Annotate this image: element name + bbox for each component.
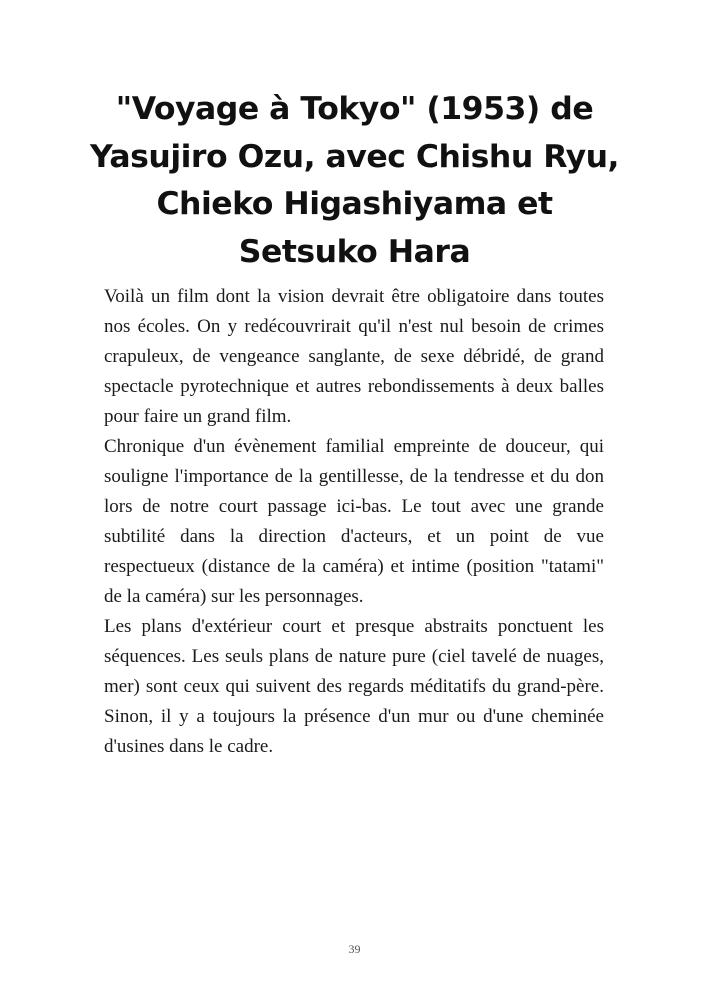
title-line: Setsuko Hara: [238, 233, 471, 270]
page-number: 39: [348, 942, 361, 956]
title-line: Yasujiro Ozu, avec Chishu Ryu,: [89, 138, 620, 175]
paragraph: Chronique d'un évènement familial empreinte de douceur, qui souligne l'importance de la gentillesse, de la tendresse et du don lors de notre court passage ici-bas. Le tout avec une grande subtilité dans la direction d'acteurs, et un point de vue respectueux (distance de la caméra) et intime (position "tatami" de la caméra) sur les personnages.: [104, 436, 604, 607]
title-line: Chieko Higashiyama et: [156, 186, 553, 222]
chapter-title: [60, 86, 649, 276]
body-text: [104, 282, 604, 762]
paragraph: Voilà un film dont la vision devrait être obligatoire dans toutes nos écoles. On y redécouvrirait qu'il n'est nul besoin de crimes crapuleux, de vengeance sanglante, de sexe débridé, de grand spectacle pyrotechnique et autres rebondissements à deux balles pour faire un grand film.: [104, 286, 604, 427]
title-line: "Voyage à Tokyo" (1953) de: [115, 91, 594, 127]
paragraph: Les plans d'extérieur court et presque abstraits ponctuent les séquences. Les seuls plans de nature pure (ciel tavelé de nuages, mer) sont ceux qui suivent des regards méditatifs du grand-père. Sinon, il y a toujours la présence d'un mur ou d'une cheminée d'usines dans le cadre.: [104, 616, 604, 757]
